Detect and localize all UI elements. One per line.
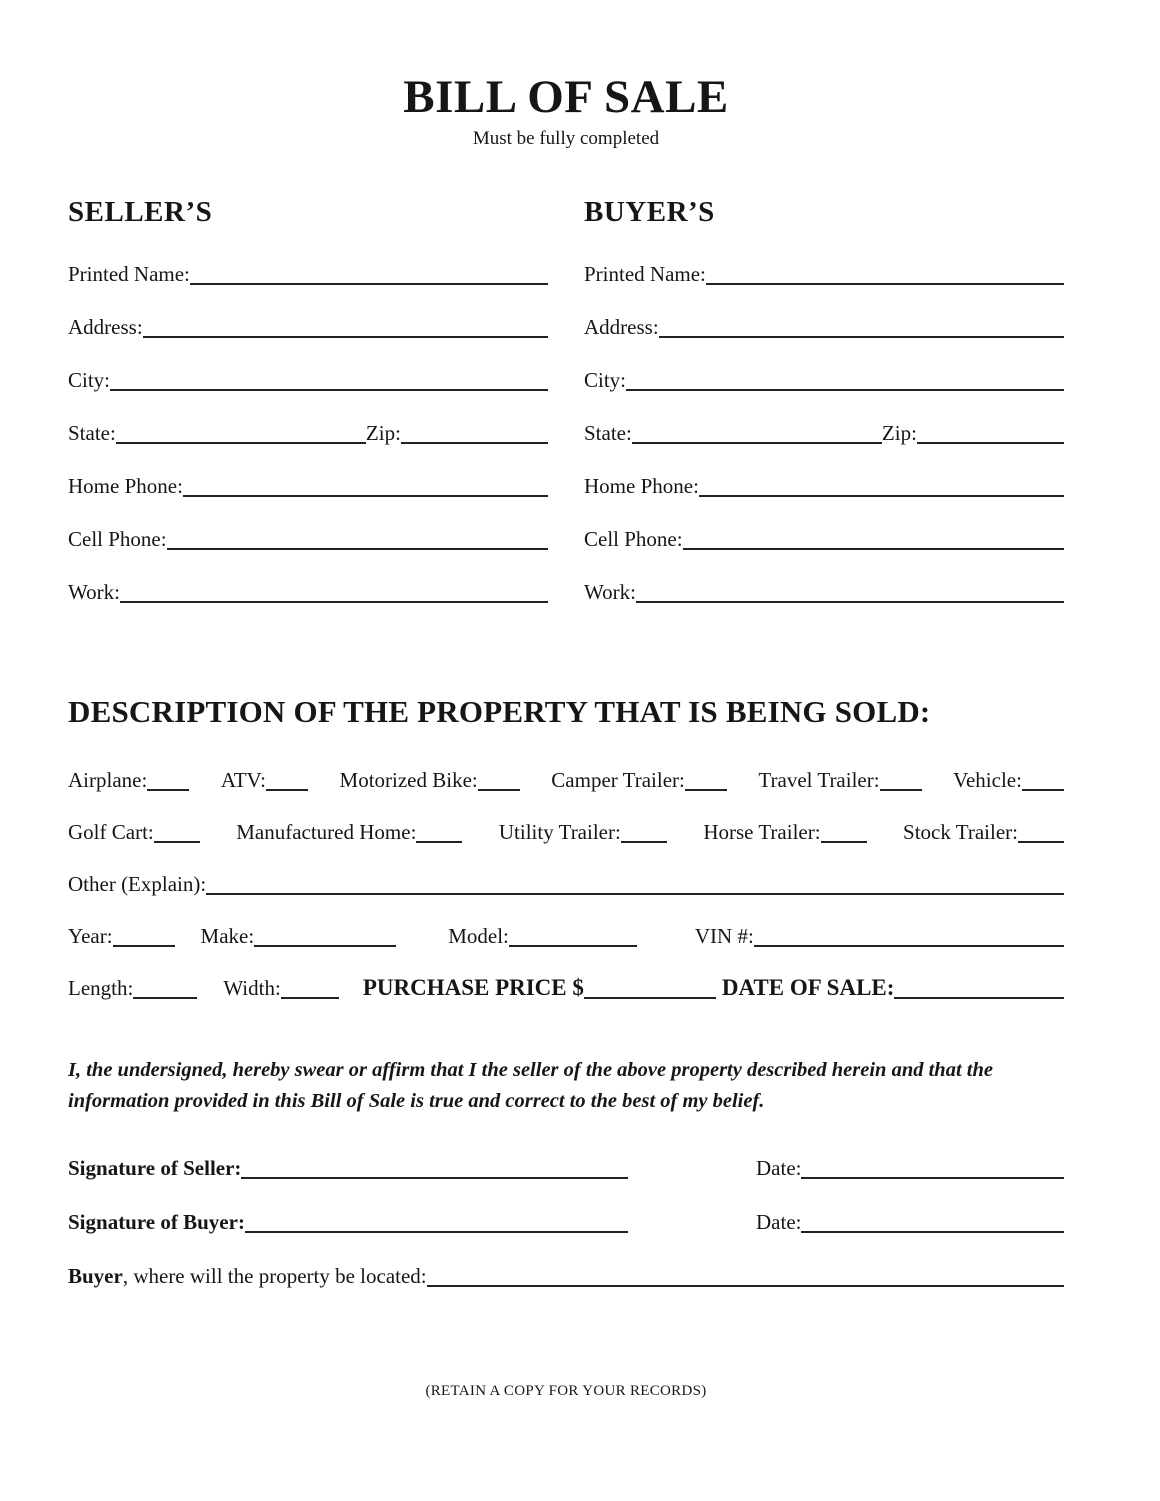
seller-date-field[interactable]	[801, 1157, 1064, 1179]
property-location-label: , where will the property be located:	[122, 1263, 427, 1288]
seller-printed-name-row	[68, 263, 548, 285]
seller-city-label: City:	[68, 368, 111, 392]
seller-zip-field[interactable]	[401, 422, 548, 444]
property-type-row-2	[68, 821, 1064, 843]
property-location-row	[68, 1265, 1064, 1287]
atv-label: ATV:	[220, 768, 266, 792]
purchase-price-label: PURCHASE PRICE $	[362, 975, 584, 1000]
camper-trailer-field[interactable]	[685, 769, 727, 791]
purchase-price-field[interactable]	[584, 977, 716, 999]
model-label: Model:	[448, 924, 509, 948]
manufactured-home-label: Manufactured Home:	[236, 820, 417, 844]
seller-home-phone-label: Home Phone:	[68, 474, 183, 498]
signatures-section	[68, 1157, 1064, 1287]
other-explain-row	[68, 873, 1064, 895]
buyer-word-label: Buyer	[68, 1263, 123, 1288]
buyer-zip-field[interactable]	[917, 422, 1064, 444]
length-width-price-date-row	[68, 977, 1064, 999]
manufactured-home-field[interactable]	[416, 821, 462, 843]
buyer-state-zip-row	[584, 422, 1064, 444]
year-field[interactable]	[113, 925, 175, 947]
airplane-field[interactable]	[147, 769, 189, 791]
page-subtitle: Must be fully completed	[472, 128, 660, 149]
property-location-field[interactable]	[427, 1265, 1064, 1287]
seller-cell-phone-field[interactable]	[167, 528, 548, 550]
seller-address-field[interactable]	[143, 316, 548, 338]
seller-cell-phone-label: Cell Phone:	[68, 527, 167, 551]
seller-work-field[interactable]	[120, 581, 548, 603]
travel-trailer-field[interactable]	[880, 769, 922, 791]
seller-work-row	[68, 581, 548, 603]
date-of-sale-field[interactable]	[894, 977, 1064, 999]
seller-printed-name-field[interactable]	[190, 263, 548, 285]
horse-trailer-label: Horse Trailer:	[703, 820, 821, 844]
buyer-signature-label: Signature of Buyer:	[68, 1209, 245, 1234]
seller-city-field[interactable]	[110, 369, 548, 391]
width-field[interactable]	[281, 977, 339, 999]
length-field[interactable]	[133, 977, 197, 999]
vehicle-label: Vehicle:	[953, 768, 1022, 792]
seller-section	[68, 198, 548, 634]
seller-city-row	[68, 369, 548, 391]
page-title: BILL OF SALE	[403, 71, 729, 123]
date-of-sale-label: DATE OF SALE:	[721, 975, 895, 1000]
buyer-work-field[interactable]	[636, 581, 1064, 603]
buyer-work-label: Work:	[584, 580, 636, 604]
seller-state-label: State:	[68, 421, 116, 445]
other-explain-label: Other (Explain):	[68, 872, 207, 896]
seller-heading: SELLER’S	[68, 196, 213, 228]
buyer-work-row	[584, 581, 1064, 603]
buyer-zip-label: Zip:	[881, 421, 917, 445]
make-label: Make:	[200, 924, 255, 948]
buyer-signature-row	[68, 1211, 1064, 1233]
length-label: Length:	[68, 976, 134, 1000]
seller-cell-phone-row	[68, 528, 548, 550]
travel-trailer-label: Travel Trailer:	[758, 768, 880, 792]
seller-signature-row	[68, 1157, 1064, 1179]
buyer-cell-phone-field[interactable]	[683, 528, 1064, 550]
model-field[interactable]	[509, 925, 637, 947]
seller-state-zip-row	[68, 422, 548, 444]
width-label: Width:	[223, 976, 281, 1000]
seller-zip-label: Zip:	[365, 421, 401, 445]
seller-signature-field[interactable]	[241, 1157, 628, 1179]
seller-state-field[interactable]	[116, 422, 366, 444]
property-type-row-1	[68, 769, 1064, 791]
buyer-home-phone-row	[584, 475, 1064, 497]
buyer-section	[584, 198, 1064, 634]
buyer-state-field[interactable]	[632, 422, 882, 444]
make-field[interactable]	[254, 925, 396, 947]
seller-address-row	[68, 316, 548, 338]
buyer-printed-name-label: Printed Name:	[584, 262, 706, 286]
buyer-city-label: City:	[584, 368, 627, 392]
seller-address-label: Address:	[68, 315, 143, 339]
stock-trailer-label: Stock Trailer:	[903, 820, 1018, 844]
buyer-cell-phone-row	[584, 528, 1064, 550]
buyer-printed-name-row	[584, 263, 1064, 285]
buyer-heading: BUYER’S	[584, 196, 715, 228]
buyer-signature-field[interactable]	[245, 1211, 628, 1233]
golf-cart-field[interactable]	[154, 821, 200, 843]
seller-home-phone-row	[68, 475, 548, 497]
description-section	[68, 769, 1064, 999]
other-explain-field[interactable]	[206, 873, 1064, 895]
atv-field[interactable]	[266, 769, 308, 791]
buyer-address-row	[584, 316, 1064, 338]
affirmation-statement: I, the undersigned, hereby swear or affirm that I the seller of the above property described herein and that the information provided in this Bill of Sale is true and correct to the best of my belief.	[68, 1059, 993, 1112]
utility-trailer-label: Utility Trailer:	[498, 820, 621, 844]
buyer-cell-phone-label: Cell Phone:	[584, 527, 683, 551]
stock-trailer-field[interactable]	[1018, 821, 1064, 843]
vehicle-field[interactable]	[1022, 769, 1064, 791]
buyer-home-phone-field[interactable]	[699, 475, 1064, 497]
buyer-date-field[interactable]	[801, 1211, 1064, 1233]
seller-work-label: Work:	[68, 580, 120, 604]
horse-trailer-field[interactable]	[821, 821, 867, 843]
buyer-address-field[interactable]	[659, 316, 1064, 338]
parties-section	[68, 198, 1064, 634]
buyer-home-phone-label: Home Phone:	[584, 474, 699, 498]
motorized-bike-field[interactable]	[478, 769, 520, 791]
buyer-city-field[interactable]	[626, 369, 1064, 391]
description-heading: DESCRIPTION OF THE PROPERTY THAT IS BEING SOLD:	[68, 694, 931, 729]
golf-cart-label: Golf Cart:	[68, 820, 154, 844]
buyer-printed-name-field[interactable]	[706, 263, 1064, 285]
seller-signature-label: Signature of Seller:	[68, 1155, 242, 1180]
year-label: Year:	[68, 924, 113, 948]
buyer-city-row	[584, 369, 1064, 391]
vin-label: VIN #:	[694, 924, 754, 948]
seller-home-phone-field[interactable]	[183, 475, 548, 497]
seller-printed-name-label: Printed Name:	[68, 262, 190, 286]
buyer-state-label: State:	[584, 421, 632, 445]
motorized-bike-label: Motorized Bike:	[339, 768, 478, 792]
camper-trailer-label: Camper Trailer:	[551, 768, 685, 792]
retain-copy-note: (RETAIN A COPY FOR YOUR RECORDS)	[425, 1382, 707, 1399]
airplane-label: Airplane:	[68, 768, 148, 792]
buyer-date-label: Date:	[756, 1209, 802, 1234]
utility-trailer-field[interactable]	[621, 821, 667, 843]
buyer-address-label: Address:	[584, 315, 659, 339]
year-make-model-vin-row	[68, 925, 1064, 947]
seller-date-label: Date:	[756, 1155, 802, 1180]
vin-field[interactable]	[754, 925, 1064, 947]
